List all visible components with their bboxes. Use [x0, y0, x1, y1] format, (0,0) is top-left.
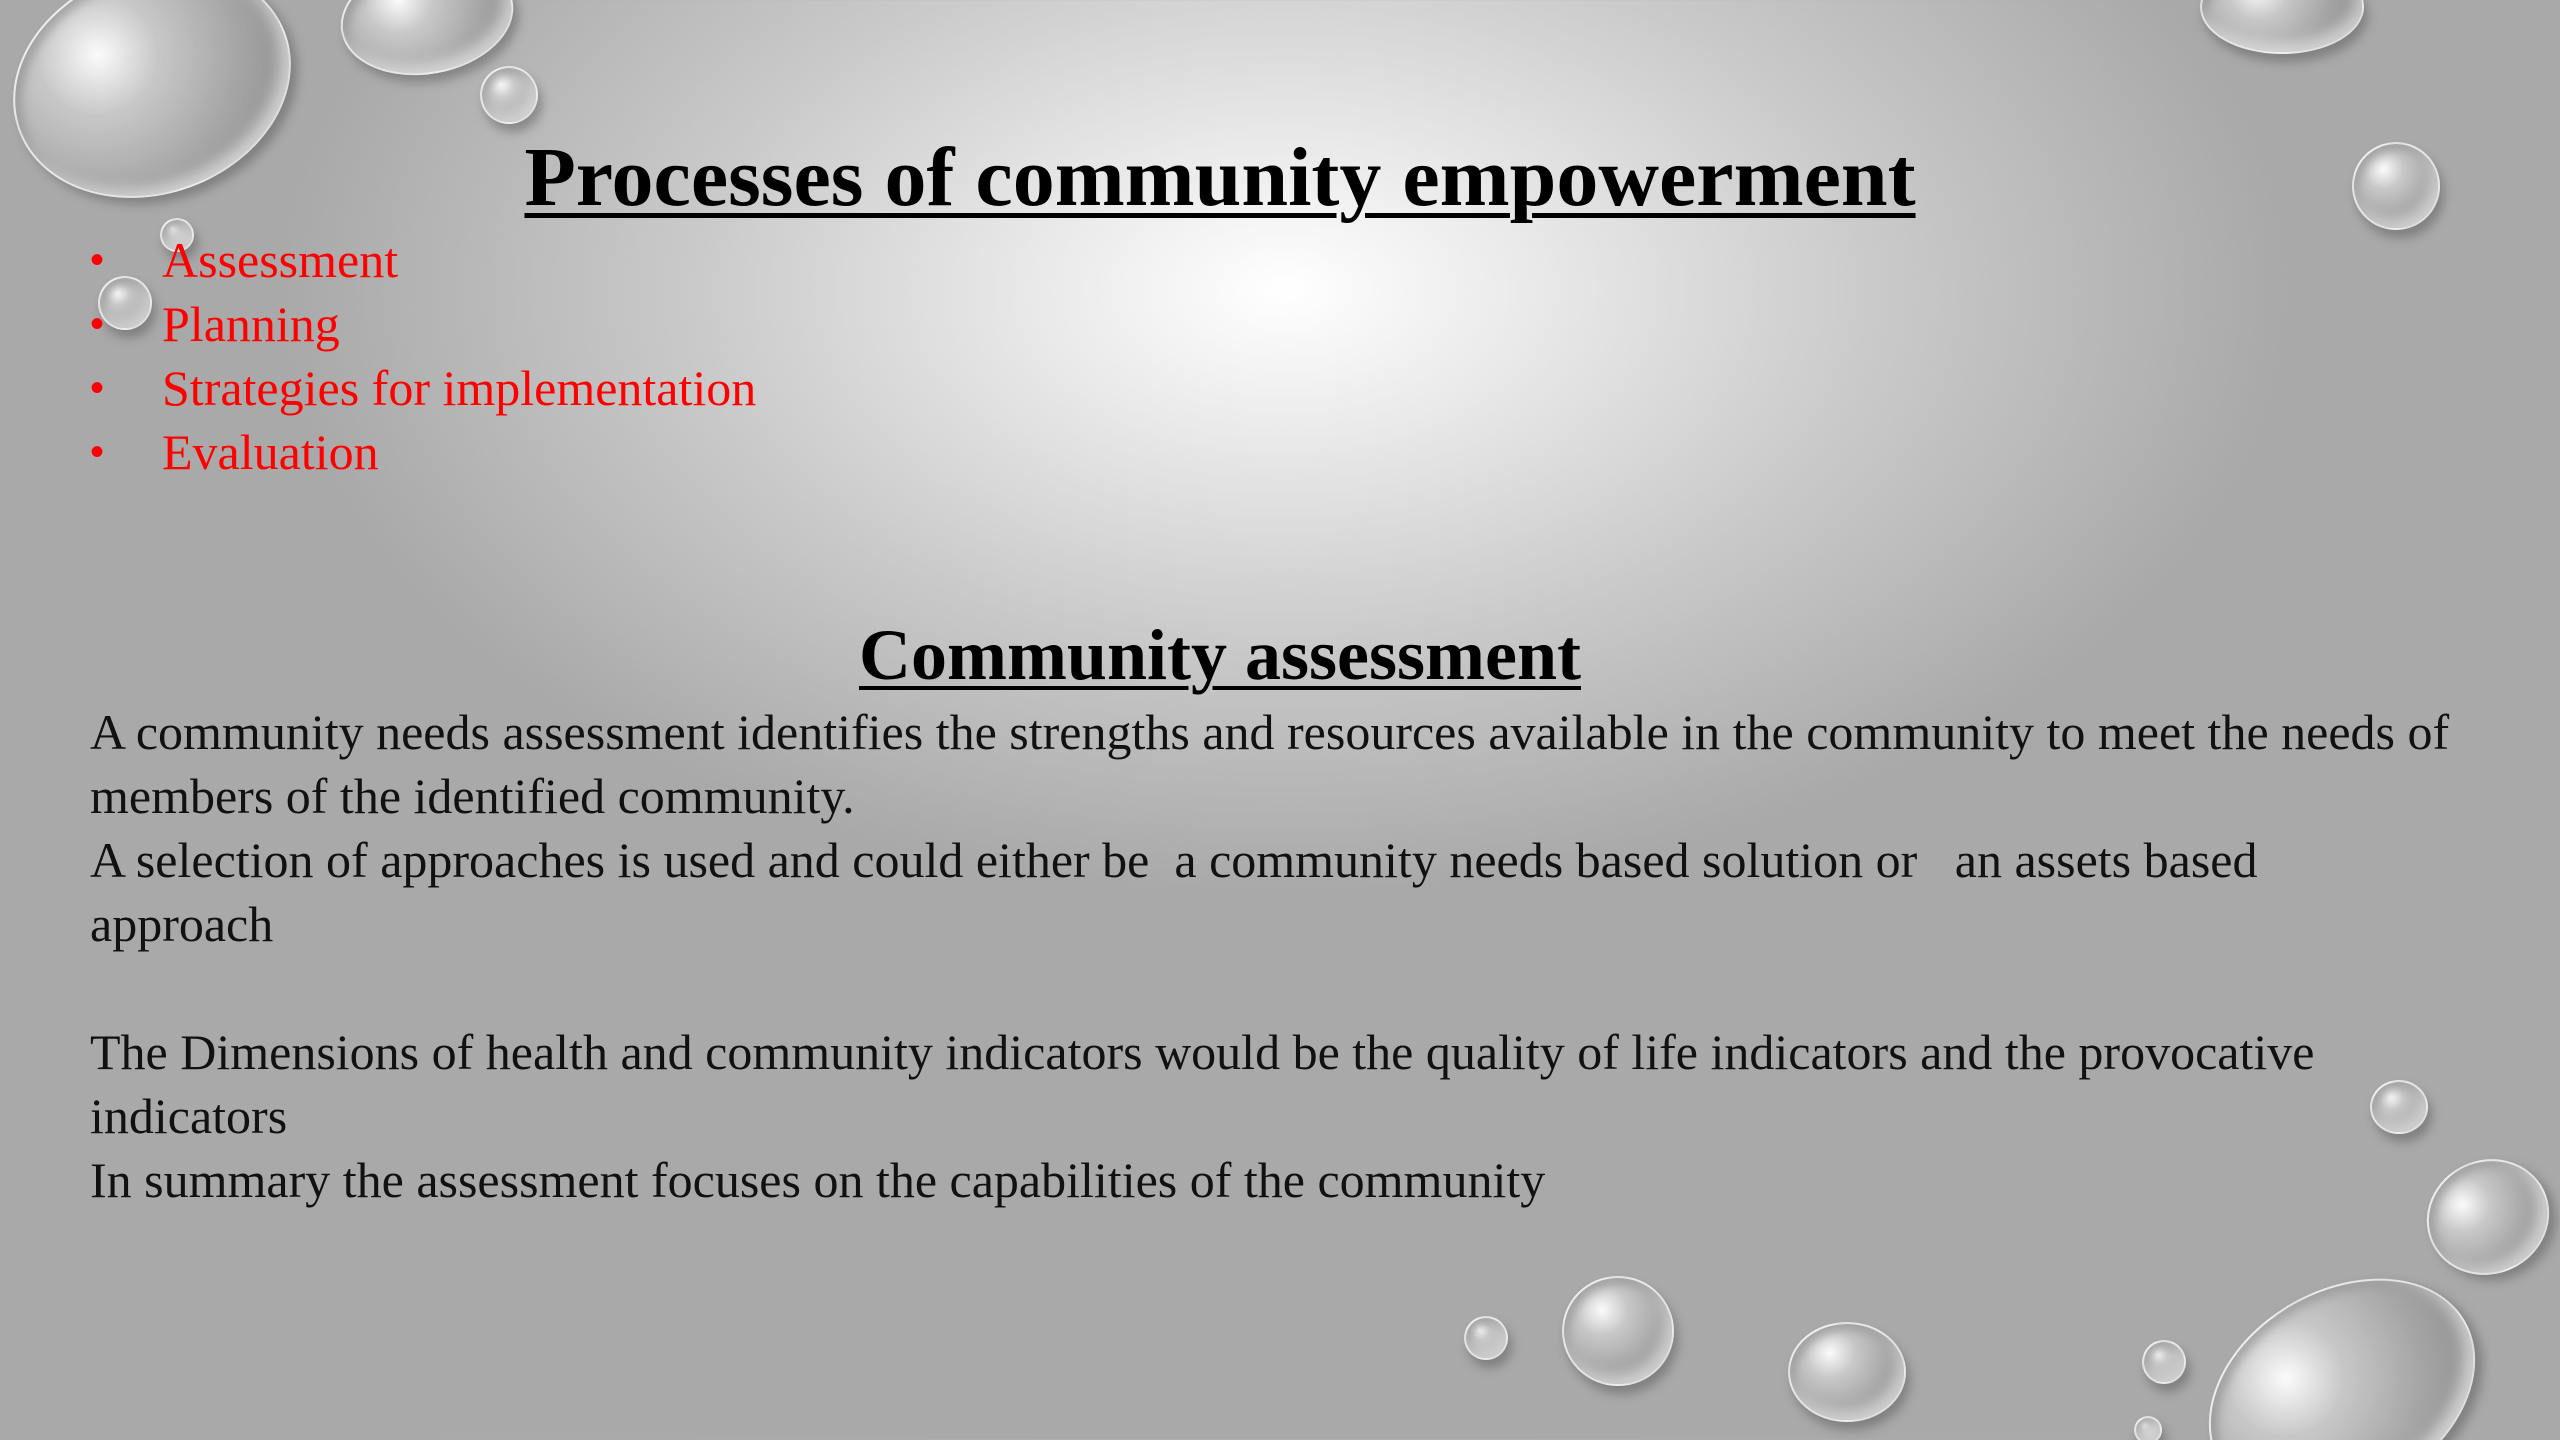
water-drop-decoration	[1788, 1322, 1906, 1422]
water-drop-decoration	[2200, 0, 2364, 54]
list-item	[84, 356, 756, 420]
bullet-icon: •	[90, 366, 105, 410]
water-drop-decoration	[1562, 1276, 1674, 1386]
process-bullet-list	[84, 228, 756, 484]
bullet-label: Assessment	[162, 232, 399, 288]
water-drop-decoration	[2142, 1340, 2186, 1384]
slide-title: Processes of community empowerment	[524, 131, 1916, 224]
paragraph: A community needs assessment identifies the strengths and resources available in the community to meet the needs of members of the identified community.	[90, 704, 2462, 824]
paragraph-spacer	[90, 956, 2450, 1020]
bullet-label: Evaluation	[162, 424, 379, 480]
bullet-icon: •	[90, 302, 105, 346]
paragraph: A selection of approaches is used and could either be a community needs based solution or an assets based approach	[90, 832, 2270, 952]
water-drop-decoration	[2134, 1416, 2162, 1440]
bullet-label: Strategies for implementation	[162, 360, 757, 416]
bullet-label: Planning	[162, 296, 340, 352]
water-drop-decoration	[1464, 1316, 1508, 1360]
paragraph: In summary the assessment focuses on the capabilities of the community	[90, 1152, 1546, 1208]
list-item	[84, 420, 756, 484]
list-item	[84, 292, 756, 356]
water-drop-decoration	[2352, 142, 2440, 230]
water-drop-decoration	[480, 66, 538, 124]
water-drop-decoration	[0, 0, 324, 236]
body-text	[90, 700, 2462, 1212]
section-heading: Community assessment	[858, 615, 1581, 695]
paragraph: The Dimensions of health and community indicators would be the quality of life indicators and the provocative indicators	[90, 1024, 2327, 1144]
bullet-icon: •	[90, 238, 105, 282]
list-item	[84, 228, 756, 292]
bullet-icon: •	[90, 430, 105, 474]
